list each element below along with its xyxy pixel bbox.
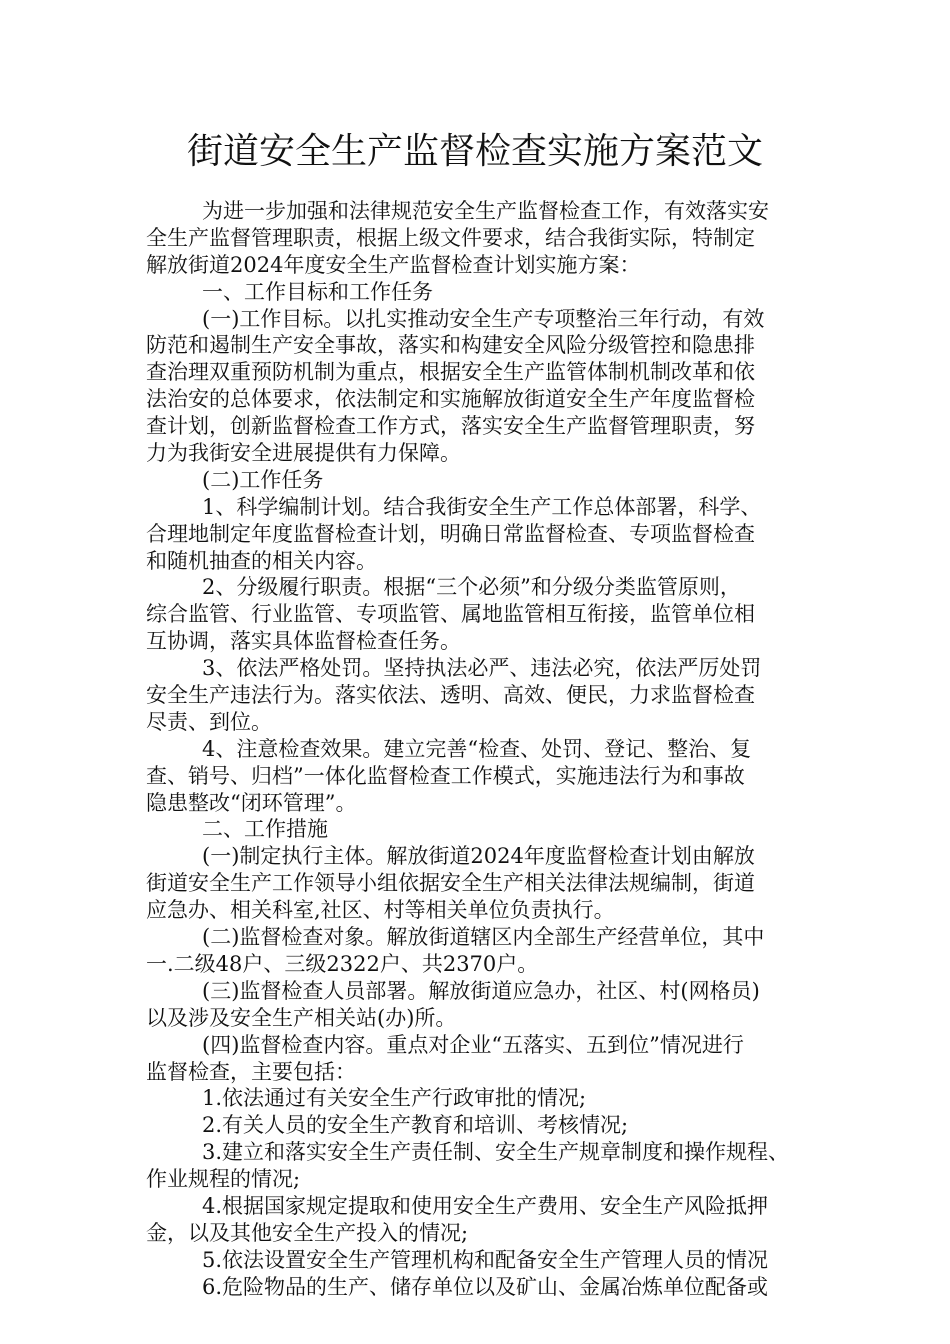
- body-line: 一.二级48户、三级2322户、共2370户。: [146, 951, 539, 976]
- body-line: 二、工作措施: [202, 817, 328, 842]
- body-line: 防范和遏制生产安全事故，落实和构建安全风险分级管控和隐患排: [146, 333, 755, 358]
- body-line: 5.依法设置安全生产管理机构和配备安全生产管理人员的情况: [202, 1247, 769, 1272]
- body-line: 安全生产违法行为。落实依法、透明、高效、便民，力求监督检查: [146, 683, 755, 708]
- body-line: 应急办、相关科室,社区、村等相关单位负责执行。: [146, 898, 615, 923]
- body-line: 监督检查，主要包括：: [146, 1059, 356, 1084]
- body-line: 和随机抽查的相关内容。: [146, 548, 377, 573]
- body-line: (二)工作任务: [202, 467, 324, 492]
- body-line: 1.依法通过有关安全生产行政审批的情况;: [202, 1086, 587, 1111]
- body-line: 作业规程的情况;: [146, 1167, 301, 1192]
- body-line: 隐患整改“闭环管理”。: [146, 790, 357, 815]
- body-line: 解放街道2024年度安全生产监督检查计划实施方案：: [146, 252, 641, 277]
- body-line: 一、工作目标和工作任务: [202, 279, 433, 304]
- body-line: (二)监督检查对象。解放街道辖区内全部生产经营单位，其中: [202, 925, 765, 950]
- body-line: 尽责、到位。: [146, 709, 272, 734]
- body-line: (四)监督检查内容。重点对企业“五落实、五到位”情况进行: [202, 1032, 744, 1057]
- body-line: (一)制定执行主体。解放街道2024年度监督检查计划由解放: [202, 844, 755, 869]
- body-line: 力为我街安全进展提供有力保障。: [146, 441, 461, 466]
- body-line: 合理地制定年度监督检查计划，明确日常监督检查、专项监督检查: [146, 521, 755, 546]
- body-line: 法治安的总体要求，依法制定和实施解放街道安全生产年度监督检: [146, 387, 755, 412]
- body-line: 4.根据国家规定提取和使用安全生产费用、安全生产风险抵押: [202, 1193, 769, 1218]
- body-line: 查、销号、归档”一体化监督检查工作模式，实施违法行为和事故: [146, 763, 745, 788]
- body-line: 2、分级履行职责。根据“三个必须”和分级分类监管原则，: [202, 575, 741, 600]
- body-line: 6.危险物品的生产、储存单位以及矿山、金属冶炼单位配备或: [202, 1274, 769, 1299]
- body-line: (一)工作目标。以扎实推动安全生产专项整治三年行动，有效: [202, 306, 765, 331]
- body-line: 2.有关人员的安全生产教育和培训、考核情况;: [202, 1113, 629, 1138]
- body-line: 金，以及其他安全生产投入的情况;: [146, 1220, 469, 1245]
- body-line: 街道安全生产工作领导小组依据安全生产相关法律法规编制，街道: [146, 871, 755, 896]
- body-line: 以及涉及安全生产相关站(办)所。: [146, 1005, 457, 1030]
- body-line: 3.建立和落实安全生产责任制、安全生产规章制度和操作规程、: [202, 1140, 790, 1165]
- body-line: 1、科学编制计划。结合我街安全生产工作总体部署，科学、: [202, 494, 762, 519]
- document-title: 街道安全生产监督检查实施方案范文: [186, 131, 763, 172]
- body-line: 4、注意检查效果。建立完善“检查、处罚、登记、整治、复: [202, 736, 752, 761]
- body-line: 综合监管、行业监管、专项监管、属地监管相互衔接，监管单位相: [146, 602, 755, 627]
- body-line: 为进一步加强和法律规范安全生产监督检查工作，有效落实安: [202, 199, 769, 223]
- body-line: 查治理双重预防机制为重点，根据安全生产监管体制机制改革和依: [146, 360, 755, 385]
- document-body: [146, 198, 808, 1301]
- body-line: 3、依法严格处罚。坚持执法必严、违法必究，依法严厉处罚: [202, 656, 762, 681]
- body-line: 全生产监督管理职责，根据上级文件要求，结合我街实际，特制定: [146, 225, 755, 250]
- body-line: 查计划，创新监督检查工作方式，落实安全生产监督管理职责，努: [146, 414, 755, 439]
- body-line: 互协调，落实具体监督检查任务。: [146, 629, 461, 654]
- body-line: (三)监督检查人员部署。解放街道应急办，社区、村(网格员): [202, 978, 760, 1003]
